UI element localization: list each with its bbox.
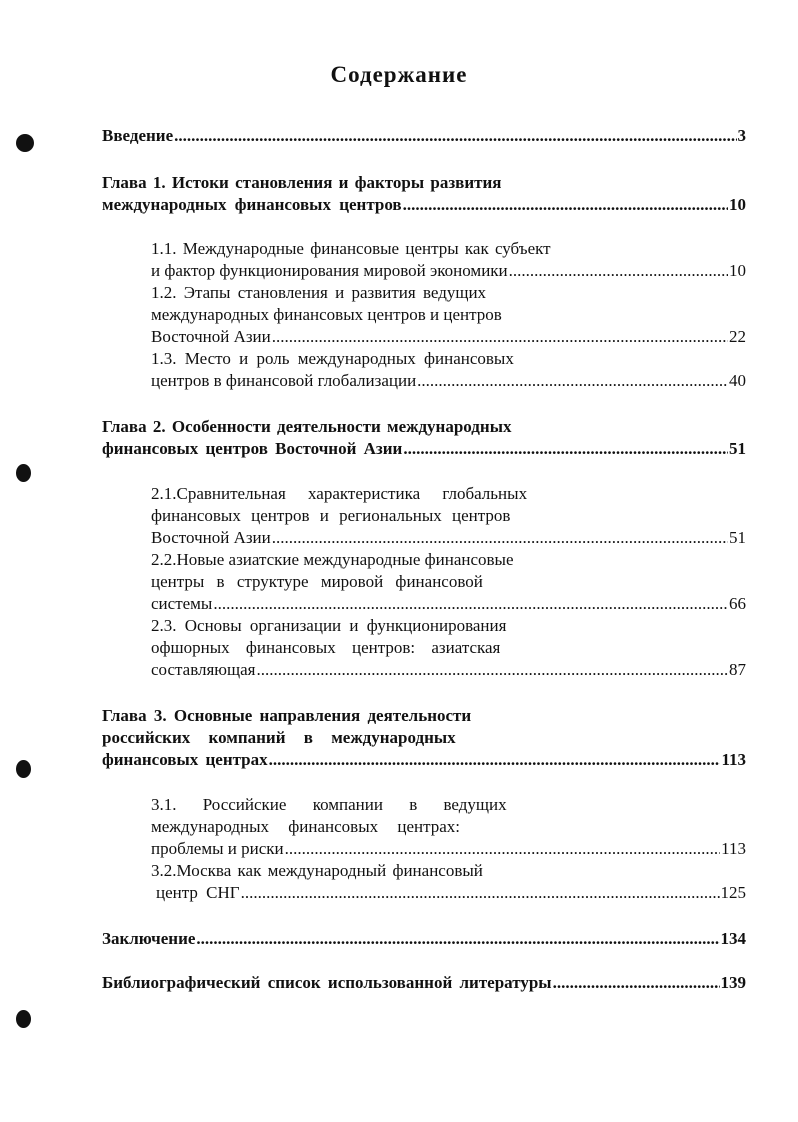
chapter-3-heading: Глава 3. Основные направления деятельности [102, 706, 472, 725]
toc-leader-dots [272, 326, 728, 348]
toc-page-number: 51 [729, 528, 746, 547]
toc-leader-dots [272, 527, 728, 549]
toc-page-number: 87 [729, 660, 746, 679]
section-3-2-line1: 3.2.Москва как международный финансовый [151, 861, 483, 880]
toc-label: Восточной Азии [151, 528, 271, 547]
chapter-1-heading: Глава 1. Истоки становления и факторы развития [102, 173, 502, 192]
chapter-3-heading-line2: российских компаний в международных [102, 728, 456, 747]
toc-page-number: 139 [720, 973, 746, 992]
toc-entry-section-1-2 [151, 326, 746, 348]
toc-leader-dots [417, 370, 728, 392]
toc-leader-dots [196, 928, 719, 950]
punch-hole-2 [16, 464, 31, 482]
toc-page-number: 113 [721, 839, 746, 858]
toc-page-number: 113 [721, 750, 746, 769]
toc-leader-dots [553, 972, 720, 994]
toc-page-number: 3 [737, 126, 746, 145]
toc-label: системы [151, 594, 213, 613]
toc-entry-chapter-1 [102, 194, 746, 216]
toc-leader-dots [256, 659, 728, 681]
toc-label: финансовых центров Восточной Азии [102, 439, 403, 458]
toc-leader-dots [403, 194, 728, 216]
punch-hole-4 [16, 1010, 31, 1028]
toc-entry-section-2-3 [151, 659, 746, 681]
toc-page-number: 125 [720, 883, 746, 902]
toc-entry-section-1-3 [151, 370, 746, 392]
section-1-2-line2: международных финансовых центров и центров [151, 305, 502, 324]
toc-label: финансовых центрах [102, 750, 268, 769]
toc-label: Заключение [102, 929, 196, 948]
section-1-3-line1: 1.3. Место и роль международных финансовых [151, 349, 514, 368]
toc-entry-chapter-3 [102, 749, 746, 771]
toc-label: проблемы и риски [151, 839, 284, 858]
toc-label: центров в финансовой глобализации [151, 371, 417, 390]
toc-entry-conclusion [102, 928, 746, 950]
toc-label: Введение [102, 126, 174, 145]
toc-entry-section-1-1 [151, 260, 746, 282]
toc-label: центр СНГ [156, 883, 240, 902]
toc-page-number: 22 [729, 327, 746, 346]
section-1-2-line1: 1.2. Этапы становления и развития ведущих [151, 283, 487, 302]
toc-entry-intro [102, 125, 746, 147]
section-3-1-line2: международных финансовых центрах: [151, 817, 461, 836]
toc-leader-dots [403, 438, 728, 460]
toc-page-number: 66 [729, 594, 746, 613]
punch-hole-1 [16, 134, 34, 152]
toc-leader-dots [213, 593, 728, 615]
section-2-3-line2: офшорных финансовых центров: азиатская [151, 638, 501, 657]
toc-label: международных финансовых центров [102, 195, 402, 214]
toc-entry-bibliography [102, 972, 746, 994]
toc-entry-section-2-1 [151, 527, 746, 549]
toc-label: составляющая [151, 660, 256, 679]
toc-page-number: 40 [729, 371, 746, 390]
toc-leader-dots [174, 125, 736, 147]
section-3-1-line1: 3.1. Российские компании в ведущих [151, 795, 507, 814]
toc-leader-dots [509, 260, 728, 282]
toc-page-number: 10 [729, 261, 746, 280]
toc-leader-dots [241, 882, 720, 904]
toc-leader-dots [269, 749, 721, 771]
section-2-2-line2: центры в структуре мировой финансовой [151, 572, 483, 591]
page-title: Содержание [330, 62, 468, 87]
toc-entry-section-3-1 [151, 838, 746, 860]
toc-leader-dots [285, 838, 720, 860]
section-2-1-line2: финансовых центров и региональных центров [151, 506, 511, 525]
section-2-1-line1: 2.1.Сравнительная характеристика глобальных [151, 484, 528, 503]
section-2-3-line1: 2.3. Основы организации и функционирования [151, 616, 507, 635]
section-1-1-line1: 1.1. Международные финансовые центры как субъект [151, 239, 551, 258]
toc-label: Библиографический список использованной литературы [102, 973, 552, 992]
toc-page-number: 51 [729, 439, 746, 458]
section-2-2-line1: 2.2.Новые азиатские международные финансовые [151, 550, 514, 569]
toc-label: и фактор функционирования мировой экономики [151, 261, 508, 280]
toc-entry-chapter-2 [102, 438, 746, 460]
toc-page-number: 10 [729, 195, 746, 214]
toc-entry-section-2-2 [151, 593, 746, 615]
chapter-2-heading: Глава 2. Особенности деятельности международных [102, 417, 512, 436]
toc-label: Восточной Азии [151, 327, 271, 346]
toc-entry-section-3-2 [156, 882, 746, 904]
toc-page-number: 134 [720, 929, 746, 948]
punch-hole-3 [16, 760, 31, 778]
